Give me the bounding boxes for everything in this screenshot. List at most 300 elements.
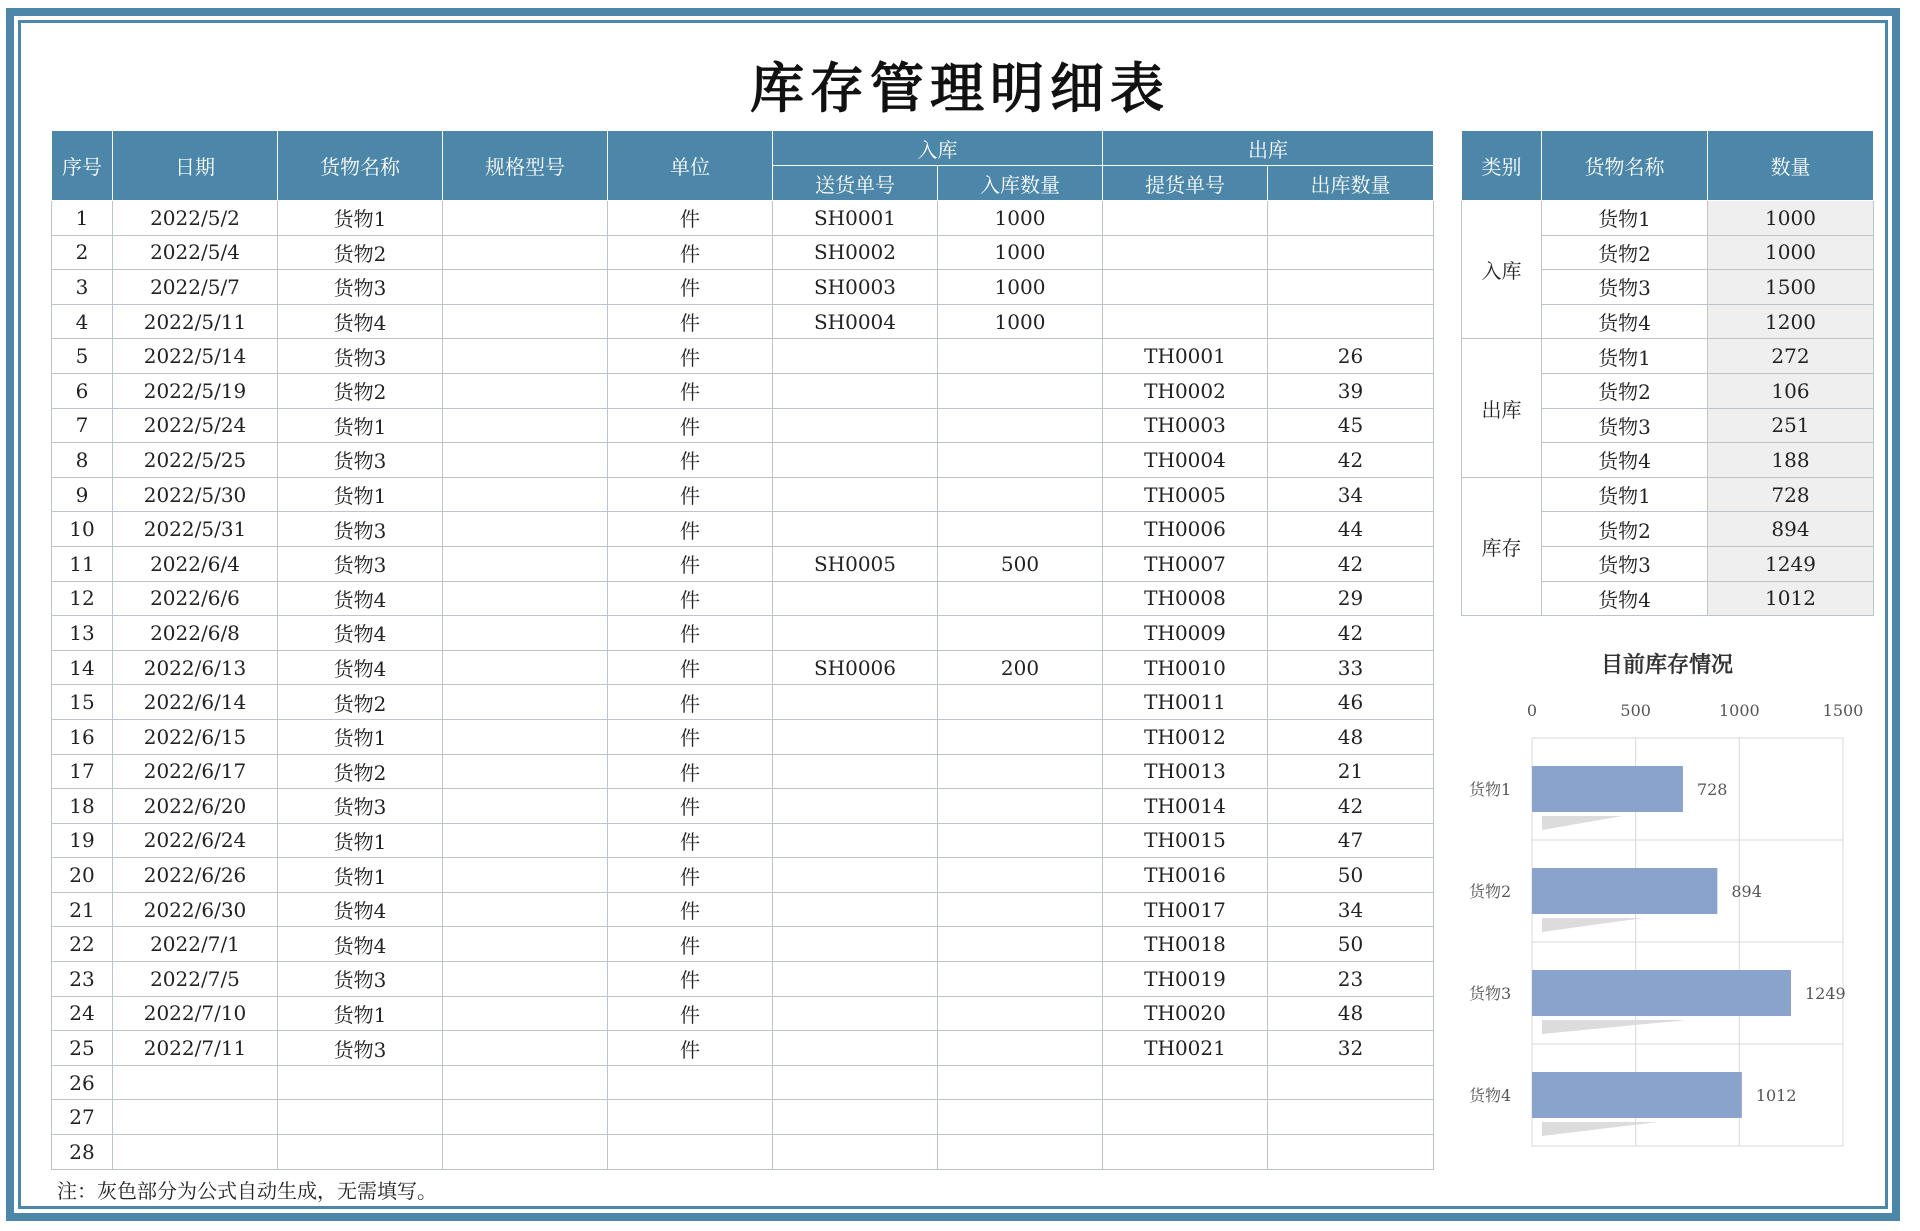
chart-title: 目前库存情况 bbox=[1600, 653, 1733, 678]
x-tick-label: 0 bbox=[1526, 701, 1538, 720]
cell-in-qty bbox=[938, 1065, 1103, 1100]
summary-qty: 188 bbox=[1708, 443, 1874, 478]
cell-in-qty bbox=[938, 477, 1103, 512]
data-label: 728 bbox=[1696, 780, 1728, 799]
cell-pickup-no: TH0003 bbox=[1103, 408, 1268, 443]
bar bbox=[1532, 970, 1791, 1016]
cell-seq: 25 bbox=[52, 1031, 113, 1066]
cell-in-qty bbox=[938, 996, 1103, 1031]
cell-pickup-no: TH0016 bbox=[1103, 858, 1268, 893]
summary-goods: 货物1 bbox=[1542, 339, 1708, 374]
cell-out-qty bbox=[1268, 304, 1434, 339]
cell-pickup-no: TH0005 bbox=[1103, 477, 1268, 512]
cell-pickup-no bbox=[1103, 201, 1268, 236]
category-label: 货物3 bbox=[1469, 984, 1512, 1003]
cell-in-qty: 1000 bbox=[938, 235, 1103, 270]
cell-date: 2022/7/11 bbox=[113, 1031, 278, 1066]
summary-qty: 1500 bbox=[1708, 270, 1874, 305]
cell-pickup-no bbox=[1103, 1065, 1268, 1100]
summary-qty: 894 bbox=[1708, 512, 1874, 547]
cell-out-qty: 42 bbox=[1268, 443, 1434, 478]
cell-delivery-no bbox=[773, 996, 938, 1031]
cell-seq: 4 bbox=[52, 304, 113, 339]
header-spec: 规格型号 bbox=[443, 131, 608, 201]
cell-goods: 货物4 bbox=[278, 581, 443, 616]
cell-pickup-no bbox=[1103, 304, 1268, 339]
cell-in-qty bbox=[938, 754, 1103, 789]
bar bbox=[1532, 766, 1683, 812]
table-row bbox=[52, 823, 1434, 858]
cell-spec bbox=[443, 408, 608, 443]
bar-shadow bbox=[1542, 918, 1643, 932]
summary-goods: 货物1 bbox=[1542, 477, 1708, 512]
cell-goods: 货物2 bbox=[278, 685, 443, 720]
summary-qty: 272 bbox=[1708, 339, 1874, 374]
cell-in-qty bbox=[938, 408, 1103, 443]
cell-goods: 货物4 bbox=[278, 616, 443, 651]
cell-unit: 件 bbox=[608, 270, 773, 305]
cell-out-qty bbox=[1268, 235, 1434, 270]
cell-spec bbox=[443, 719, 608, 754]
cell-spec bbox=[443, 858, 608, 893]
cell-spec bbox=[443, 823, 608, 858]
summary-category: 库存 bbox=[1462, 477, 1542, 615]
cell-pickup-no: TH0002 bbox=[1103, 373, 1268, 408]
table-row bbox=[52, 685, 1434, 720]
summary-header-category: 类别 bbox=[1462, 131, 1542, 201]
cell-spec bbox=[443, 962, 608, 997]
table-row bbox=[52, 408, 1434, 443]
cell-unit: 件 bbox=[608, 754, 773, 789]
category-label: 货物4 bbox=[1469, 1086, 1512, 1105]
cell-delivery-no bbox=[773, 616, 938, 651]
table-row bbox=[52, 1100, 1434, 1135]
summary-goods: 货物2 bbox=[1542, 235, 1708, 270]
cell-date: 2022/6/30 bbox=[113, 892, 278, 927]
cell-spec bbox=[443, 892, 608, 927]
cell-unit: 件 bbox=[608, 996, 773, 1031]
cell-date bbox=[113, 1100, 278, 1135]
cell-seq: 23 bbox=[52, 962, 113, 997]
table-row bbox=[52, 719, 1434, 754]
bar-shadow bbox=[1542, 1020, 1687, 1034]
table-row bbox=[52, 443, 1434, 478]
cell-goods bbox=[278, 1100, 443, 1135]
cell-delivery-no bbox=[773, 823, 938, 858]
table-row bbox=[52, 1031, 1434, 1066]
cell-goods: 货物1 bbox=[278, 823, 443, 858]
cell-date: 2022/5/25 bbox=[113, 443, 278, 478]
cell-delivery-no bbox=[773, 581, 938, 616]
table-row bbox=[52, 512, 1434, 547]
table-row bbox=[52, 201, 1434, 236]
summary-table bbox=[1461, 130, 1874, 616]
summary-goods: 货物2 bbox=[1542, 373, 1708, 408]
cell-goods: 货物2 bbox=[278, 235, 443, 270]
cell-out-qty: 44 bbox=[1268, 512, 1434, 547]
cell-out-qty: 32 bbox=[1268, 1031, 1434, 1066]
summary-goods: 货物4 bbox=[1542, 304, 1708, 339]
cell-out-qty: 39 bbox=[1268, 373, 1434, 408]
cell-in-qty bbox=[938, 339, 1103, 374]
category-label: 货物2 bbox=[1469, 882, 1512, 901]
summary-qty: 1000 bbox=[1708, 201, 1874, 236]
cell-spec bbox=[443, 1031, 608, 1066]
cell-seq: 20 bbox=[52, 858, 113, 893]
cell-unit: 件 bbox=[608, 1031, 773, 1066]
cell-seq: 16 bbox=[52, 719, 113, 754]
summary-category: 入库 bbox=[1462, 201, 1542, 339]
cell-spec bbox=[443, 1135, 608, 1170]
cell-out-qty: 29 bbox=[1268, 581, 1434, 616]
cell-out-qty bbox=[1268, 201, 1434, 236]
cell-spec bbox=[443, 1065, 608, 1100]
cell-in-qty: 1000 bbox=[938, 201, 1103, 236]
bar-shadow bbox=[1542, 1122, 1658, 1136]
cell-out-qty: 23 bbox=[1268, 962, 1434, 997]
cell-seq: 1 bbox=[52, 201, 113, 236]
table-row bbox=[52, 581, 1434, 616]
summary-qty: 1012 bbox=[1708, 581, 1874, 616]
cell-pickup-no: TH0012 bbox=[1103, 719, 1268, 754]
cell-date: 2022/6/15 bbox=[113, 719, 278, 754]
cell-spec bbox=[443, 546, 608, 581]
cell-date: 2022/5/11 bbox=[113, 304, 278, 339]
summary-header-qty: 数量 bbox=[1708, 131, 1874, 201]
category-label: 货物1 bbox=[1469, 780, 1512, 799]
header-seq: 序号 bbox=[52, 131, 113, 201]
cell-seq: 11 bbox=[52, 546, 113, 581]
cell-in-qty bbox=[938, 1031, 1103, 1066]
header-inbound: 入库 bbox=[773, 131, 1103, 166]
cell-delivery-no: SH0001 bbox=[773, 201, 938, 236]
cell-pickup-no: TH0004 bbox=[1103, 443, 1268, 478]
cell-delivery-no bbox=[773, 373, 938, 408]
summary-goods: 货物3 bbox=[1542, 270, 1708, 305]
summary-goods: 货物3 bbox=[1542, 408, 1708, 443]
page-title: 库存管理明细表 bbox=[750, 57, 1170, 120]
summary-goods: 货物2 bbox=[1542, 512, 1708, 547]
cell-unit: 件 bbox=[608, 443, 773, 478]
table-row bbox=[52, 650, 1434, 685]
cell-unit: 件 bbox=[608, 201, 773, 236]
cell-date bbox=[113, 1065, 278, 1100]
cell-out-qty: 45 bbox=[1268, 408, 1434, 443]
table-row bbox=[52, 962, 1434, 997]
cell-goods bbox=[278, 1065, 443, 1100]
cell-delivery-no bbox=[773, 789, 938, 824]
summary-goods: 货物4 bbox=[1542, 443, 1708, 478]
cell-seq: 12 bbox=[52, 581, 113, 616]
table-row bbox=[52, 996, 1434, 1031]
cell-seq: 3 bbox=[52, 270, 113, 305]
cell-in-qty bbox=[938, 858, 1103, 893]
cell-in-qty bbox=[938, 1135, 1103, 1170]
summary-body bbox=[1462, 201, 1874, 616]
summary-qty: 728 bbox=[1708, 477, 1874, 512]
cell-goods: 货物3 bbox=[278, 339, 443, 374]
summary-goods: 货物3 bbox=[1542, 546, 1708, 581]
cell-seq: 5 bbox=[52, 339, 113, 374]
cell-goods: 货物1 bbox=[278, 719, 443, 754]
table-row bbox=[52, 754, 1434, 789]
cell-unit: 件 bbox=[608, 304, 773, 339]
cell-spec bbox=[443, 477, 608, 512]
cell-goods: 货物3 bbox=[278, 443, 443, 478]
cell-seq: 18 bbox=[52, 789, 113, 824]
data-label: 894 bbox=[1731, 882, 1762, 901]
cell-out-qty: 26 bbox=[1268, 339, 1434, 374]
cell-goods: 货物3 bbox=[278, 789, 443, 824]
cell-in-qty: 1000 bbox=[938, 270, 1103, 305]
cell-out-qty: 34 bbox=[1268, 892, 1434, 927]
cell-delivery-no bbox=[773, 754, 938, 789]
cell-out-qty bbox=[1268, 1065, 1434, 1100]
cell-spec bbox=[443, 1100, 608, 1135]
bar-shadow bbox=[1542, 816, 1623, 830]
table-row bbox=[52, 1135, 1434, 1170]
summary-header-goods: 货物名称 bbox=[1542, 131, 1708, 201]
cell-unit: 件 bbox=[608, 373, 773, 408]
cell-seq: 7 bbox=[52, 408, 113, 443]
cell-in-qty bbox=[938, 373, 1103, 408]
cell-in-qty bbox=[938, 443, 1103, 478]
cell-out-qty bbox=[1268, 1100, 1434, 1135]
x-tick-label: 500 bbox=[1620, 701, 1651, 720]
cell-seq: 9 bbox=[52, 477, 113, 512]
cell-unit: 件 bbox=[608, 339, 773, 374]
cell-in-qty bbox=[938, 719, 1103, 754]
cell-out-qty: 42 bbox=[1268, 546, 1434, 581]
cell-delivery-no bbox=[773, 408, 938, 443]
cell-date: 2022/6/20 bbox=[113, 789, 278, 824]
cell-spec bbox=[443, 235, 608, 270]
bar bbox=[1532, 868, 1717, 914]
cell-unit: 件 bbox=[608, 962, 773, 997]
cell-delivery-no: SH0002 bbox=[773, 235, 938, 270]
cell-spec bbox=[443, 996, 608, 1031]
cell-seq: 24 bbox=[52, 996, 113, 1031]
cell-pickup-no: TH0007 bbox=[1103, 546, 1268, 581]
cell-in-qty bbox=[938, 581, 1103, 616]
table-row bbox=[52, 477, 1434, 512]
summary-category: 出库 bbox=[1462, 339, 1542, 477]
cell-spec bbox=[443, 270, 608, 305]
cell-goods: 货物1 bbox=[278, 477, 443, 512]
cell-date: 2022/7/1 bbox=[113, 927, 278, 962]
table-row bbox=[52, 1065, 1434, 1100]
cell-in-qty bbox=[938, 512, 1103, 547]
cell-date: 2022/6/17 bbox=[113, 754, 278, 789]
cell-unit: 件 bbox=[608, 685, 773, 720]
summary-row bbox=[1462, 201, 1874, 236]
cell-pickup-no bbox=[1103, 270, 1268, 305]
cell-delivery-no: SH0003 bbox=[773, 270, 938, 305]
header-in-qty: 入库数量 bbox=[938, 166, 1103, 201]
cell-delivery-no bbox=[773, 512, 938, 547]
cell-out-qty bbox=[1268, 270, 1434, 305]
summary-goods: 货物1 bbox=[1542, 201, 1708, 236]
cell-spec bbox=[443, 512, 608, 547]
cell-in-qty bbox=[938, 789, 1103, 824]
cell-out-qty: 33 bbox=[1268, 650, 1434, 685]
cell-pickup-no: TH0020 bbox=[1103, 996, 1268, 1031]
data-label: 1012 bbox=[1755, 1086, 1797, 1105]
cell-spec bbox=[443, 339, 608, 374]
summary-qty: 1249 bbox=[1708, 546, 1874, 581]
table-row bbox=[52, 546, 1434, 581]
cell-spec bbox=[443, 201, 608, 236]
cell-spec bbox=[443, 650, 608, 685]
cell-unit: 件 bbox=[608, 477, 773, 512]
cell-seq: 26 bbox=[52, 1065, 113, 1100]
stock-bar-chart bbox=[1461, 690, 1873, 1160]
cell-seq: 27 bbox=[52, 1100, 113, 1135]
cell-delivery-no: SH0006 bbox=[773, 650, 938, 685]
cell-out-qty: 42 bbox=[1268, 789, 1434, 824]
cell-in-qty bbox=[938, 685, 1103, 720]
cell-delivery-no bbox=[773, 1031, 938, 1066]
cell-unit: 件 bbox=[608, 235, 773, 270]
cell-goods bbox=[278, 1135, 443, 1170]
summary-goods: 货物4 bbox=[1542, 581, 1708, 616]
cell-date: 2022/6/26 bbox=[113, 858, 278, 893]
cell-delivery-no bbox=[773, 892, 938, 927]
cell-seq: 22 bbox=[52, 927, 113, 962]
cell-unit: 件 bbox=[608, 616, 773, 651]
cell-date: 2022/5/19 bbox=[113, 373, 278, 408]
table-row bbox=[52, 789, 1434, 824]
bar bbox=[1532, 1072, 1742, 1118]
cell-out-qty: 46 bbox=[1268, 685, 1434, 720]
header-pickup-no: 提货单号 bbox=[1103, 166, 1268, 201]
cell-delivery-no bbox=[773, 927, 938, 962]
cell-in-qty bbox=[938, 616, 1103, 651]
cell-unit: 件 bbox=[608, 581, 773, 616]
cell-seq: 17 bbox=[52, 754, 113, 789]
cell-goods: 货物2 bbox=[278, 373, 443, 408]
cell-in-qty bbox=[938, 892, 1103, 927]
cell-out-qty: 42 bbox=[1268, 616, 1434, 651]
table-row bbox=[52, 270, 1434, 305]
table-row bbox=[52, 616, 1434, 651]
cell-delivery-no: SH0004 bbox=[773, 304, 938, 339]
cell-date: 2022/6/8 bbox=[113, 616, 278, 651]
x-tick-label: 1000 bbox=[1718, 701, 1760, 720]
summary-qty: 1000 bbox=[1708, 235, 1874, 270]
cell-delivery-no bbox=[773, 962, 938, 997]
cell-date: 2022/7/10 bbox=[113, 996, 278, 1031]
cell-date: 2022/5/31 bbox=[113, 512, 278, 547]
cell-spec bbox=[443, 581, 608, 616]
cell-unit: 件 bbox=[608, 650, 773, 685]
cell-seq: 21 bbox=[52, 892, 113, 927]
table-row bbox=[52, 339, 1434, 374]
cell-out-qty: 21 bbox=[1268, 754, 1434, 789]
cell-goods: 货物4 bbox=[278, 650, 443, 685]
cell-unit: 件 bbox=[608, 823, 773, 858]
cell-in-qty: 200 bbox=[938, 650, 1103, 685]
cell-goods: 货物2 bbox=[278, 754, 443, 789]
footnote: 注：灰色部分为公式自动生成，无需填写。 bbox=[57, 1179, 437, 1203]
cell-seq: 8 bbox=[52, 443, 113, 478]
cell-date: 2022/5/7 bbox=[113, 270, 278, 305]
cell-out-qty bbox=[1268, 1135, 1434, 1170]
x-tick-label: 1500 bbox=[1822, 701, 1864, 720]
cell-date: 2022/5/2 bbox=[113, 201, 278, 236]
cell-delivery-no bbox=[773, 685, 938, 720]
cell-spec bbox=[443, 754, 608, 789]
data-label: 1249 bbox=[1804, 984, 1846, 1003]
cell-delivery-no bbox=[773, 477, 938, 512]
cell-seq: 2 bbox=[52, 235, 113, 270]
cell-delivery-no bbox=[773, 1065, 938, 1100]
cell-unit: 件 bbox=[608, 892, 773, 927]
cell-out-qty: 48 bbox=[1268, 719, 1434, 754]
cell-spec bbox=[443, 685, 608, 720]
cell-pickup-no: TH0011 bbox=[1103, 685, 1268, 720]
cell-unit: 件 bbox=[608, 789, 773, 824]
cell-spec bbox=[443, 304, 608, 339]
cell-delivery-no bbox=[773, 719, 938, 754]
cell-pickup-no: TH0021 bbox=[1103, 1031, 1268, 1066]
summary-qty: 251 bbox=[1708, 408, 1874, 443]
cell-pickup-no: TH0006 bbox=[1103, 512, 1268, 547]
cell-seq: 13 bbox=[52, 616, 113, 651]
cell-seq: 10 bbox=[52, 512, 113, 547]
cell-goods: 货物1 bbox=[278, 996, 443, 1031]
cell-in-qty bbox=[938, 1100, 1103, 1135]
cell-goods: 货物3 bbox=[278, 962, 443, 997]
cell-seq: 19 bbox=[52, 823, 113, 858]
header-goods: 货物名称 bbox=[278, 131, 443, 201]
cell-delivery-no bbox=[773, 1100, 938, 1135]
cell-unit bbox=[608, 1135, 773, 1170]
cell-pickup-no bbox=[1103, 1100, 1268, 1135]
cell-out-qty: 34 bbox=[1268, 477, 1434, 512]
inventory-detail-table bbox=[51, 130, 1434, 1170]
table-row bbox=[52, 304, 1434, 339]
cell-spec bbox=[443, 443, 608, 478]
cell-pickup-no: TH0014 bbox=[1103, 789, 1268, 824]
cell-goods: 货物3 bbox=[278, 1031, 443, 1066]
cell-unit bbox=[608, 1100, 773, 1135]
cell-out-qty: 50 bbox=[1268, 927, 1434, 962]
cell-spec bbox=[443, 927, 608, 962]
summary-qty: 1200 bbox=[1708, 304, 1874, 339]
header-outbound: 出库 bbox=[1103, 131, 1434, 166]
table-row bbox=[52, 235, 1434, 270]
cell-seq: 15 bbox=[52, 685, 113, 720]
cell-in-qty bbox=[938, 927, 1103, 962]
cell-date: 2022/6/4 bbox=[113, 546, 278, 581]
header-delivery-no: 送货单号 bbox=[773, 166, 938, 201]
table-row bbox=[52, 892, 1434, 927]
cell-delivery-no bbox=[773, 1135, 938, 1170]
table-row bbox=[52, 858, 1434, 893]
cell-pickup-no: TH0013 bbox=[1103, 754, 1268, 789]
cell-unit: 件 bbox=[608, 927, 773, 962]
cell-pickup-no: TH0009 bbox=[1103, 616, 1268, 651]
inventory-detail-body bbox=[52, 201, 1434, 1170]
cell-pickup-no: TH0001 bbox=[1103, 339, 1268, 374]
cell-goods: 货物4 bbox=[278, 892, 443, 927]
cell-date: 2022/6/14 bbox=[113, 685, 278, 720]
cell-delivery-no bbox=[773, 339, 938, 374]
header-date: 日期 bbox=[113, 131, 278, 201]
cell-unit bbox=[608, 1065, 773, 1100]
cell-pickup-no: TH0015 bbox=[1103, 823, 1268, 858]
